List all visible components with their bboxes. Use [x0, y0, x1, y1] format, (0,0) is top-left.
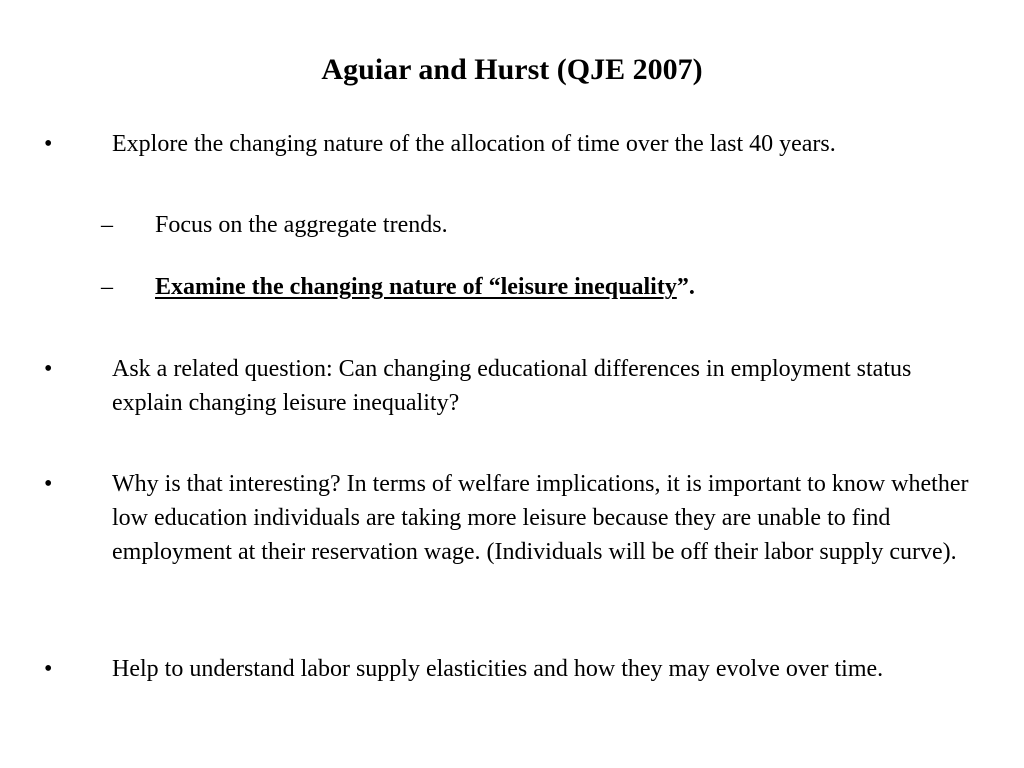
- bullet-marker: •: [44, 131, 53, 157]
- subbullet-marker: –: [101, 274, 113, 300]
- bullet-text-2: Ask a related question: Can changing educational differences in employment status explain changing leisure inequality?: [112, 356, 912, 416]
- bullet-text-4: Help to understand labor supply elasticities and how they may evolve over time.: [112, 656, 884, 682]
- bullet-text-3: Why is that interesting? In terms of welfare implications, it is important to know whether low education individuals are taking more leisure because they are unable to find employment at their reservation wage. (Individuals will be off their labor supply curve).: [112, 471, 969, 565]
- bullet-marker: •: [44, 656, 53, 682]
- underlined-phrase: Examine the changing nature of “leisure inequality: [155, 274, 677, 300]
- bullet-text-1: Explore the changing nature of the allocation of time over the last 40 years.: [112, 131, 836, 157]
- bullet-marker: •: [44, 471, 53, 497]
- subbullet-text-2: [155, 270, 935, 304]
- closing-quote: ”.: [676, 274, 695, 300]
- subbullet-marker: –: [101, 212, 113, 238]
- subbullet-text-1: Focus on the aggregate trends.: [155, 212, 448, 238]
- slide-title: Aguiar and Hurst (QJE 2007): [321, 53, 703, 86]
- bullet-marker: •: [44, 356, 53, 382]
